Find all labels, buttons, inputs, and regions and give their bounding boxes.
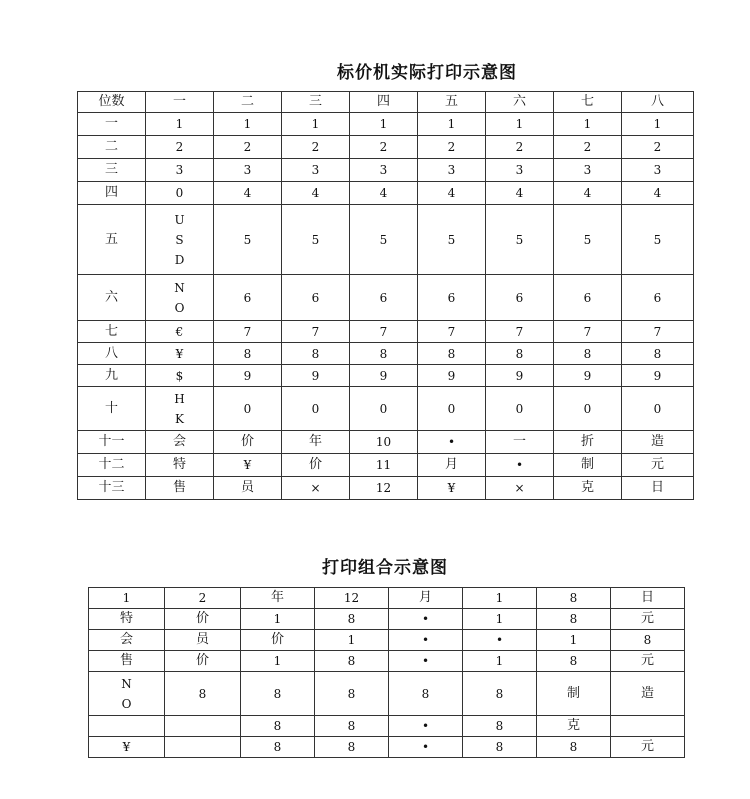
column-header: 四	[350, 92, 418, 113]
table-cell: 员	[165, 630, 241, 651]
table-cell: 4	[486, 182, 554, 205]
row-label: 三	[78, 159, 146, 182]
table-cell: •	[418, 431, 486, 454]
table-cell: €	[146, 321, 214, 343]
table-cell: 9	[418, 365, 486, 387]
table-cell: 3	[350, 159, 418, 182]
table-cell: 2	[554, 136, 622, 159]
table-cell: 9	[214, 365, 282, 387]
table-cell: 6	[214, 275, 282, 321]
table-cell: ×	[486, 477, 554, 500]
stacked-char: K	[175, 411, 184, 426]
row-label: 四	[78, 182, 146, 205]
table-cell: 7	[418, 321, 486, 343]
row-label: 十三	[78, 477, 146, 500]
table-cell: 4	[418, 182, 486, 205]
table-cell: 8	[282, 343, 350, 365]
table-row	[78, 387, 694, 431]
table-row	[78, 113, 694, 136]
table-cell: 3	[554, 159, 622, 182]
table-cell: 克	[554, 477, 622, 500]
table-row	[78, 321, 694, 343]
table-cell: 7	[554, 321, 622, 343]
table-cell: 8	[315, 716, 389, 737]
print-combination-table-title: 打印组合示意图	[322, 558, 448, 578]
table-cell: 会	[146, 431, 214, 454]
column-header: 六	[486, 92, 554, 113]
table-cell: 1	[463, 651, 537, 672]
column-header: 二	[214, 92, 282, 113]
table-cell: 造	[622, 431, 694, 454]
header-row	[78, 92, 694, 113]
table-cell: 2	[146, 136, 214, 159]
table-cell: 月	[389, 588, 463, 609]
row-label: 一	[78, 113, 146, 136]
table-cell: 8	[315, 672, 389, 716]
table-row	[78, 136, 694, 159]
table-row	[78, 454, 694, 477]
table-cell: 折	[554, 431, 622, 454]
column-header: 一	[146, 92, 214, 113]
table-row	[78, 343, 694, 365]
row-label: 六	[78, 275, 146, 321]
stacked-char: N	[121, 676, 132, 691]
table-row	[89, 630, 685, 651]
table-cell: •	[389, 737, 463, 758]
table-cell: 价	[165, 651, 241, 672]
table-cell: 8	[537, 609, 611, 630]
table-cell: 8	[537, 737, 611, 758]
table-cell: •	[389, 716, 463, 737]
table-cell: 8	[165, 672, 241, 716]
table-cell: 价	[165, 609, 241, 630]
stacked-char: S	[175, 232, 184, 247]
table-cell: $	[146, 365, 214, 387]
table-cell: •	[389, 630, 463, 651]
table-cell: 1	[463, 588, 537, 609]
column-header: 七	[554, 92, 622, 113]
table-cell: 年	[282, 431, 350, 454]
table-cell: 8	[537, 651, 611, 672]
table-cell: 1	[146, 113, 214, 136]
table-row	[78, 431, 694, 454]
table-cell: 5	[214, 205, 282, 275]
table-cell: •	[389, 651, 463, 672]
column-header: 八	[622, 92, 694, 113]
table-cell	[611, 716, 685, 737]
table-cell: 8	[463, 737, 537, 758]
table-cell: 6	[554, 275, 622, 321]
table-cell: 5	[554, 205, 622, 275]
table-cell: 一	[486, 431, 554, 454]
table-cell: 售	[89, 651, 165, 672]
table-cell: 5	[622, 205, 694, 275]
table-row	[78, 205, 694, 275]
row-label: 九	[78, 365, 146, 387]
table-row	[89, 716, 685, 737]
table-cell: 价	[241, 630, 315, 651]
table-cell: 1	[418, 113, 486, 136]
table-cell	[89, 672, 165, 716]
table-cell: •	[486, 454, 554, 477]
table-cell: 2	[165, 588, 241, 609]
table-cell: 0	[146, 182, 214, 205]
table-cell: 5	[418, 205, 486, 275]
table-cell: 制	[537, 672, 611, 716]
table-cell: 年	[241, 588, 315, 609]
table-cell: 7	[622, 321, 694, 343]
table-cell: 售	[146, 477, 214, 500]
table-cell: 1	[350, 113, 418, 136]
table-cell: 特	[89, 609, 165, 630]
table-cell: •	[389, 609, 463, 630]
table-cell: 2	[282, 136, 350, 159]
table-cell: 8	[463, 672, 537, 716]
table-cell: 1	[241, 609, 315, 630]
table-cell: 元	[611, 651, 685, 672]
table-cell: 2	[214, 136, 282, 159]
table-cell: 2	[350, 136, 418, 159]
stacked-char: D	[174, 252, 185, 267]
table-cell: 2	[418, 136, 486, 159]
table-cell: 造	[611, 672, 685, 716]
table-row	[89, 609, 685, 630]
table-cell: 5	[486, 205, 554, 275]
table-cell: 0	[350, 387, 418, 431]
table-cell: 0	[622, 387, 694, 431]
table-cell: 9	[554, 365, 622, 387]
table-cell: 价	[214, 431, 282, 454]
table-cell: 11	[350, 454, 418, 477]
table-cell	[165, 737, 241, 758]
table-cell: 1	[315, 630, 389, 651]
table-cell: 特	[146, 454, 214, 477]
table-cell: ¥	[418, 477, 486, 500]
row-label: 二	[78, 136, 146, 159]
table-cell: 8	[486, 343, 554, 365]
table-cell	[165, 716, 241, 737]
table-cell: 4	[622, 182, 694, 205]
table-cell: 8	[315, 651, 389, 672]
table-cell: 0	[214, 387, 282, 431]
table-cell: 10	[350, 431, 418, 454]
table-cell: 2	[622, 136, 694, 159]
table-cell: 价	[282, 454, 350, 477]
stacked-char: H	[174, 391, 185, 406]
table-cell: 1	[282, 113, 350, 136]
table-cell: 8	[463, 716, 537, 737]
table-cell: 5	[350, 205, 418, 275]
table-cell: 0	[418, 387, 486, 431]
table-cell: 制	[554, 454, 622, 477]
table-cell: 4	[282, 182, 350, 205]
stacked-char: O	[121, 696, 132, 711]
table-cell: 6	[486, 275, 554, 321]
table-cell: 4	[214, 182, 282, 205]
table-cell: ¥	[89, 737, 165, 758]
table-cell	[89, 716, 165, 737]
table-cell: 0	[486, 387, 554, 431]
table-cell: 员	[214, 477, 282, 500]
table-cell: 克	[537, 716, 611, 737]
table-cell: 元	[611, 737, 685, 758]
table-cell: 5	[282, 205, 350, 275]
table-cell: 3	[214, 159, 282, 182]
stacked-char: N	[174, 280, 185, 295]
table-cell: 8	[241, 672, 315, 716]
table-cell: 8	[554, 343, 622, 365]
table-cell: 6	[418, 275, 486, 321]
table-cell: 日	[611, 588, 685, 609]
table-cell: 7	[282, 321, 350, 343]
table-row	[89, 737, 685, 758]
table-cell	[146, 387, 214, 431]
table-cell: 1	[89, 588, 165, 609]
table-row	[78, 275, 694, 321]
table-cell: 1	[241, 651, 315, 672]
print-combination-table	[88, 587, 685, 758]
row-label: 十	[78, 387, 146, 431]
stacked-char: U	[174, 212, 185, 227]
table-cell	[146, 275, 214, 321]
table-cell: 8	[214, 343, 282, 365]
table-cell: 8	[622, 343, 694, 365]
table-cell: 1	[554, 113, 622, 136]
table-cell: 9	[350, 365, 418, 387]
table-row	[78, 159, 694, 182]
table-cell: 3	[146, 159, 214, 182]
column-header: 位数	[78, 92, 146, 113]
table-cell: 8	[389, 672, 463, 716]
row-label: 八	[78, 343, 146, 365]
table-cell: 8	[537, 588, 611, 609]
table-cell: 6	[622, 275, 694, 321]
table-cell: 8	[418, 343, 486, 365]
table-cell: 2	[486, 136, 554, 159]
table-cell: 8	[241, 737, 315, 758]
table-cell: 7	[350, 321, 418, 343]
table-cell: 8	[315, 737, 389, 758]
table-cell: 3	[418, 159, 486, 182]
table-cell: 9	[622, 365, 694, 387]
table-cell: 月	[418, 454, 486, 477]
table-cell: 1	[537, 630, 611, 651]
table-cell: 8	[315, 609, 389, 630]
table-cell: 8	[241, 716, 315, 737]
table-cell: 元	[611, 609, 685, 630]
table-cell: 3	[282, 159, 350, 182]
table-cell: 9	[486, 365, 554, 387]
table-row	[89, 651, 685, 672]
row-label: 七	[78, 321, 146, 343]
table-cell: ¥	[146, 343, 214, 365]
table-cell: 9	[282, 365, 350, 387]
column-header: 五	[418, 92, 486, 113]
row-label: 十二	[78, 454, 146, 477]
table-cell: 元	[622, 454, 694, 477]
table-cell: ×	[282, 477, 350, 500]
table-row	[89, 588, 685, 609]
price-printer-output-table	[77, 91, 694, 500]
table-cell: 3	[622, 159, 694, 182]
table-cell: 1	[463, 609, 537, 630]
table-cell: 6	[350, 275, 418, 321]
table-cell: 1	[622, 113, 694, 136]
column-header: 三	[282, 92, 350, 113]
table-cell: 8	[350, 343, 418, 365]
table-row	[78, 182, 694, 205]
table-cell: 0	[554, 387, 622, 431]
table-cell: 1	[214, 113, 282, 136]
table-cell: 1	[486, 113, 554, 136]
table-cell: 4	[350, 182, 418, 205]
price-printer-table-title: 标价机实际打印示意图	[337, 63, 517, 83]
table-cell: 日	[622, 477, 694, 500]
table-cell: 8	[611, 630, 685, 651]
table-cell: ¥	[214, 454, 282, 477]
table-cell: 12	[315, 588, 389, 609]
table-row	[78, 365, 694, 387]
table-cell	[146, 205, 214, 275]
table-cell: 12	[350, 477, 418, 500]
table-cell: 3	[486, 159, 554, 182]
stacked-char: O	[174, 300, 185, 315]
table-cell: •	[463, 630, 537, 651]
row-label: 五	[78, 205, 146, 275]
table-cell: 7	[486, 321, 554, 343]
table-cell: 会	[89, 630, 165, 651]
table-cell: 7	[214, 321, 282, 343]
table-cell: 4	[554, 182, 622, 205]
table-row	[89, 672, 685, 716]
row-label: 十一	[78, 431, 146, 454]
table-row	[78, 477, 694, 500]
table-cell: 0	[282, 387, 350, 431]
table-cell: 6	[282, 275, 350, 321]
